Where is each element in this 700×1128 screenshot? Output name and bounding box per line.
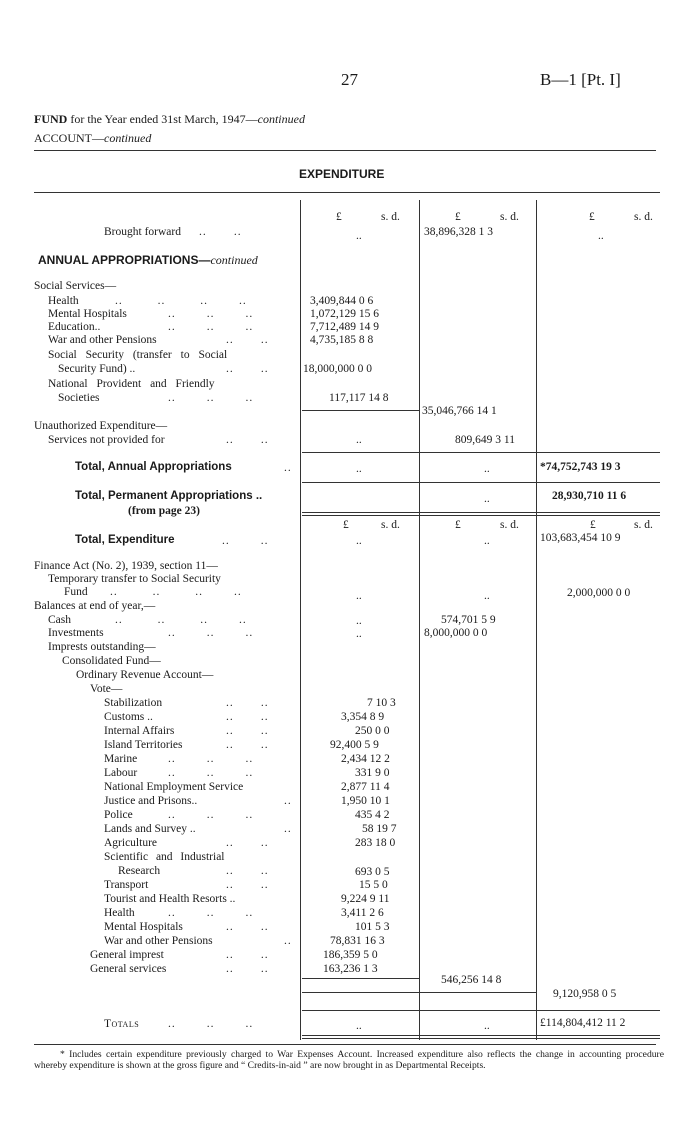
- vote-island-territories-amount: 92,400 5 9: [330, 739, 379, 751]
- totals-rule-top: [302, 1010, 660, 1011]
- vote-justice-leader: ..: [284, 795, 292, 807]
- vote-health-label: Health: [104, 907, 135, 919]
- vote-scientific-amount: 693 0 5: [355, 866, 390, 878]
- social-mental-amount: 1,072,129 15 6: [310, 308, 379, 320]
- vote-police-label: Police: [104, 809, 133, 821]
- general-services-label: General services: [90, 963, 167, 975]
- total-annual-col2: ..: [484, 463, 490, 475]
- balances-subtotal-rule: [302, 992, 536, 993]
- vote-island-territories-leader: .. ..: [226, 739, 269, 751]
- total-annual-leader: ..: [284, 462, 292, 474]
- finance-act-leader: .. .. .. ..: [110, 586, 242, 598]
- col1-sd-header-2: s. d.: [381, 519, 400, 531]
- vote-transport-leader: .. ..: [226, 879, 269, 891]
- social-mental-leader: .. .. ..: [168, 308, 254, 320]
- unauthorized-label: Services not provided for: [48, 434, 165, 446]
- totals-rule-1: [302, 1035, 660, 1036]
- total-permanent-col3: 28,930,710 11 6: [552, 490, 627, 502]
- header-account-continued: continued: [104, 131, 152, 145]
- total-annual-label: Total, Annual Appropriations: [75, 461, 232, 473]
- col1-pound-header-2: £: [343, 519, 349, 531]
- brought-forward-col2: 38,896,328 1 3: [424, 226, 493, 238]
- vote-pensions-label: War and other Pensions: [104, 935, 213, 947]
- social-education-label: Education..: [48, 321, 101, 333]
- vote-mental-label: Mental Hospitals: [104, 921, 183, 933]
- social-security-line1: Social Security (transfer to Social: [48, 349, 228, 361]
- page-number: 27: [341, 70, 358, 89]
- total-expenditure-col2: ..: [484, 535, 490, 547]
- investments-col1: ..: [356, 628, 362, 640]
- finance-act-col2: ..: [484, 590, 490, 602]
- total-permanent-rule-2: [302, 515, 660, 516]
- social-education-leader: .. .. ..: [168, 321, 254, 333]
- vote-lands-label: Lands and Survey ..: [104, 823, 196, 835]
- footnote-rule: [34, 1044, 656, 1045]
- finance-act-line3: Fund: [64, 586, 88, 598]
- vote-internal-affairs-amount: 250 0 0: [355, 725, 390, 737]
- investments-label: Investments: [48, 627, 104, 639]
- vote-mental-leader: .. ..: [226, 921, 269, 933]
- imprests-heading: Imprests outstanding—: [48, 641, 156, 653]
- header-continued: continued: [257, 112, 305, 126]
- national-provident-line1: National Provident and Friendly: [48, 378, 215, 390]
- general-services-leader: .. ..: [226, 963, 269, 975]
- vote-marine-label: Marine: [104, 753, 138, 765]
- finance-act-line2: Temporary transfer to Social Security: [48, 573, 221, 585]
- header-fund: FUND: [34, 112, 68, 126]
- general-imprest-label: General imprest: [90, 949, 164, 961]
- finance-act-col1: ..: [356, 590, 362, 602]
- vote-national-employment-amount: 2,877 11 4: [341, 781, 390, 793]
- total-annual-rule-bottom: [302, 482, 660, 483]
- vote-health-leader: .. .. ..: [168, 907, 254, 919]
- ordinary-heading: Ordinary Revenue Account—: [76, 669, 214, 681]
- column-divider-3: [536, 200, 537, 1040]
- totals-label: Totals: [104, 1018, 140, 1030]
- unauthorized-col2: 809,649 3 11: [455, 434, 515, 446]
- unauthorized-heading: Unauthorized Expenditure—: [34, 420, 168, 432]
- brought-forward-col1: ..: [356, 230, 362, 242]
- footnote: * Includes certain expenditure previously charged to War Expenses Account. Increased expenditure also reflects the change in accounting procedure whereby expenditure is shown at the gross figure and “ Credits-in-aid ” are now brought in as Departmental Receipts.: [34, 1049, 664, 1071]
- finance-act-line1: Finance Act (No. 2), 1939, section 11—: [34, 560, 218, 572]
- page-reference: B—1 [Pt. I]: [540, 70, 621, 89]
- social-pensions-leader: .. ..: [226, 334, 269, 346]
- cash-col2: 574,701 5 9: [441, 614, 496, 626]
- col3-pound-header: £: [589, 211, 595, 223]
- total-expenditure-leader: .. ..: [222, 535, 269, 547]
- vote-lands-amount: 58 19 7: [362, 823, 397, 835]
- vote-stabilization-label: Stabilization: [104, 697, 163, 709]
- vote-national-employment-label: National Employment Service: [104, 781, 244, 793]
- total-expenditure-col3: 103,683,454 10 9: [540, 532, 621, 544]
- header-year: for the Year ended 31st March, 1947—: [70, 112, 258, 126]
- section-title: EXPENDITURE: [299, 167, 385, 181]
- totals-leader: .. .. ..: [168, 1018, 254, 1030]
- col3-sd-header: s. d.: [634, 211, 653, 223]
- vote-scientific-leader: .. ..: [226, 865, 269, 877]
- totals-rule-2: [302, 1038, 660, 1039]
- vote-customs-amount: 3,354 8 9: [341, 711, 385, 723]
- total-expenditure-col1: ..: [356, 535, 362, 547]
- social-pensions-label: War and other Pensions: [48, 334, 157, 346]
- col2-pound-header-2: £: [455, 519, 461, 531]
- social-security-line2: Security Fund) ..: [58, 363, 136, 375]
- vote-justice-label: Justice and Prisons..: [104, 795, 198, 807]
- header-line-1: [34, 112, 305, 127]
- vote-heading: Vote—: [90, 683, 123, 695]
- vote-labour-amount: 331 9 0: [355, 767, 390, 779]
- vote-internal-affairs-leader: .. ..: [226, 725, 269, 737]
- vote-agriculture-label: Agriculture: [104, 837, 158, 849]
- total-permanent-sub: (from page 23): [128, 505, 200, 517]
- vote-stabilization-amount: 7 10 3: [367, 697, 396, 709]
- column-divider-2: [419, 200, 420, 1040]
- vote-mental-amount: 101 5 3: [355, 921, 390, 933]
- brought-forward-col3: ..: [598, 230, 604, 242]
- vote-scientific-line1: Scientific and Industrial: [104, 851, 225, 863]
- social-services-heading: Social Services—: [34, 280, 117, 292]
- vote-scientific-line2: Research: [118, 865, 161, 877]
- total-permanent-rule-1: [302, 512, 660, 513]
- totals-col3: £114,804,412 11 2: [540, 1017, 626, 1029]
- header-rule: [34, 150, 656, 151]
- vote-lands-leader: ..: [284, 823, 292, 835]
- vote-police-amount: 435 4 2: [355, 809, 390, 821]
- general-imprest-amount: 186,359 5 0: [323, 949, 378, 961]
- total-expenditure-label: Total, Expenditure: [75, 534, 175, 546]
- vote-stabilization-leader: .. ..: [226, 697, 269, 709]
- investments-leader: .. .. ..: [168, 627, 254, 639]
- col2-sd-header: s. d.: [500, 211, 519, 223]
- col3-sd-header-2: s. d.: [634, 519, 653, 531]
- col2-pound-header: £: [455, 211, 461, 223]
- social-health-label: Health: [48, 295, 79, 307]
- vote-customs-leader: .. ..: [226, 711, 269, 723]
- brought-forward-label: Brought forward .. ..: [104, 226, 242, 238]
- totals-col1: ..: [356, 1020, 362, 1032]
- social-security-leader: .. ..: [226, 363, 269, 375]
- vote-tourist-amount: 9,224 9 11: [341, 893, 390, 905]
- annual-subtotal-amount: 35,046,766 14 1: [422, 405, 497, 417]
- total-permanent-label: Total, Permanent Appropriations ..: [75, 490, 263, 502]
- vote-agriculture-leader: .. ..: [226, 837, 269, 849]
- total-annual-col3: *74,752,743 19 3: [540, 461, 621, 473]
- column-divider-1: [300, 200, 301, 1040]
- balances-total-amount: 9,120,958 0 5: [553, 988, 617, 1000]
- total-permanent-col2: ..: [484, 493, 490, 505]
- col1-sd-header: s. d.: [381, 211, 400, 223]
- consolidated-heading: Consolidated Fund—: [62, 655, 161, 667]
- investments-col2: 8,000,000 0 0: [424, 627, 488, 639]
- social-pensions-amount: 4,735,185 8 8: [310, 334, 374, 346]
- social-services-subtotal-rule: [302, 410, 419, 411]
- vote-tourist-label: Tourist and Health Resorts ..: [104, 893, 236, 905]
- col3-pound-header-2: £: [590, 519, 596, 531]
- total-annual-col1: ..: [356, 463, 362, 475]
- table-top-rule: [34, 192, 660, 193]
- general-imprest-leader: .. ..: [226, 949, 269, 961]
- national-provident-line2: Societies: [58, 392, 100, 404]
- social-security-amount: 18,000,000 0 0: [303, 363, 372, 375]
- social-education-amount: 7,712,489 14 9: [310, 321, 379, 333]
- vote-customs-label: Customs ..: [104, 711, 153, 723]
- national-provident-amount: 117,117 14 8: [329, 392, 389, 404]
- vote-justice-amount: 1,950 10 1: [341, 795, 390, 807]
- unauthorized-col1: ..: [356, 434, 362, 446]
- votes-subtotal-rule: [302, 978, 419, 979]
- unauthorized-leader: .. ..: [226, 434, 269, 446]
- balances-heading: Balances at end of year,—: [34, 600, 156, 612]
- total-annual-rule-top: [302, 452, 660, 453]
- vote-labour-leader: .. .. ..: [168, 767, 254, 779]
- social-health-leader: .. .. .. ..: [115, 295, 247, 307]
- header-account: ACCOUNT—: [34, 131, 105, 145]
- social-mental-label: Mental Hospitals: [48, 308, 127, 320]
- general-services-amount: 163,236 1 3: [323, 963, 378, 975]
- vote-marine-leader: .. .. ..: [168, 753, 254, 765]
- social-health-amount: 3,409,844 0 6: [310, 295, 374, 307]
- col2-sd-header-2: s. d.: [500, 519, 519, 531]
- vote-pensions-leader: ..: [284, 935, 292, 947]
- cash-leader: .. .. .. ..: [115, 614, 247, 626]
- vote-health-amount: 3,411 2 6: [341, 907, 384, 919]
- vote-transport-amount: 15 5 0: [359, 879, 388, 891]
- finance-act-col3: 2,000,000 0 0: [567, 587, 631, 599]
- col1-pound-header: £: [336, 211, 342, 223]
- totals-col2: ..: [484, 1020, 490, 1032]
- cash-label: Cash: [48, 614, 71, 626]
- annual-appropriations-heading: ANNUAL APPROPRIATIONS—continued: [38, 253, 258, 267]
- vote-internal-affairs-label: Internal Affairs: [104, 725, 175, 737]
- vote-marine-amount: 2,434 12 2: [341, 753, 390, 765]
- header-line-2: [34, 131, 151, 146]
- vote-transport-label: Transport: [104, 879, 149, 891]
- cash-col1: ..: [356, 615, 362, 627]
- vote-agriculture-amount: 283 18 0: [355, 837, 396, 849]
- imprests-subtotal-amount: 546,256 14 8: [441, 974, 502, 986]
- vote-labour-label: Labour: [104, 767, 138, 779]
- vote-pensions-amount: 78,831 16 3: [330, 935, 385, 947]
- vote-police-leader: .. .. ..: [168, 809, 254, 821]
- national-provident-leader: .. .. ..: [168, 392, 254, 404]
- vote-island-territories-label: Island Territories: [104, 739, 183, 751]
